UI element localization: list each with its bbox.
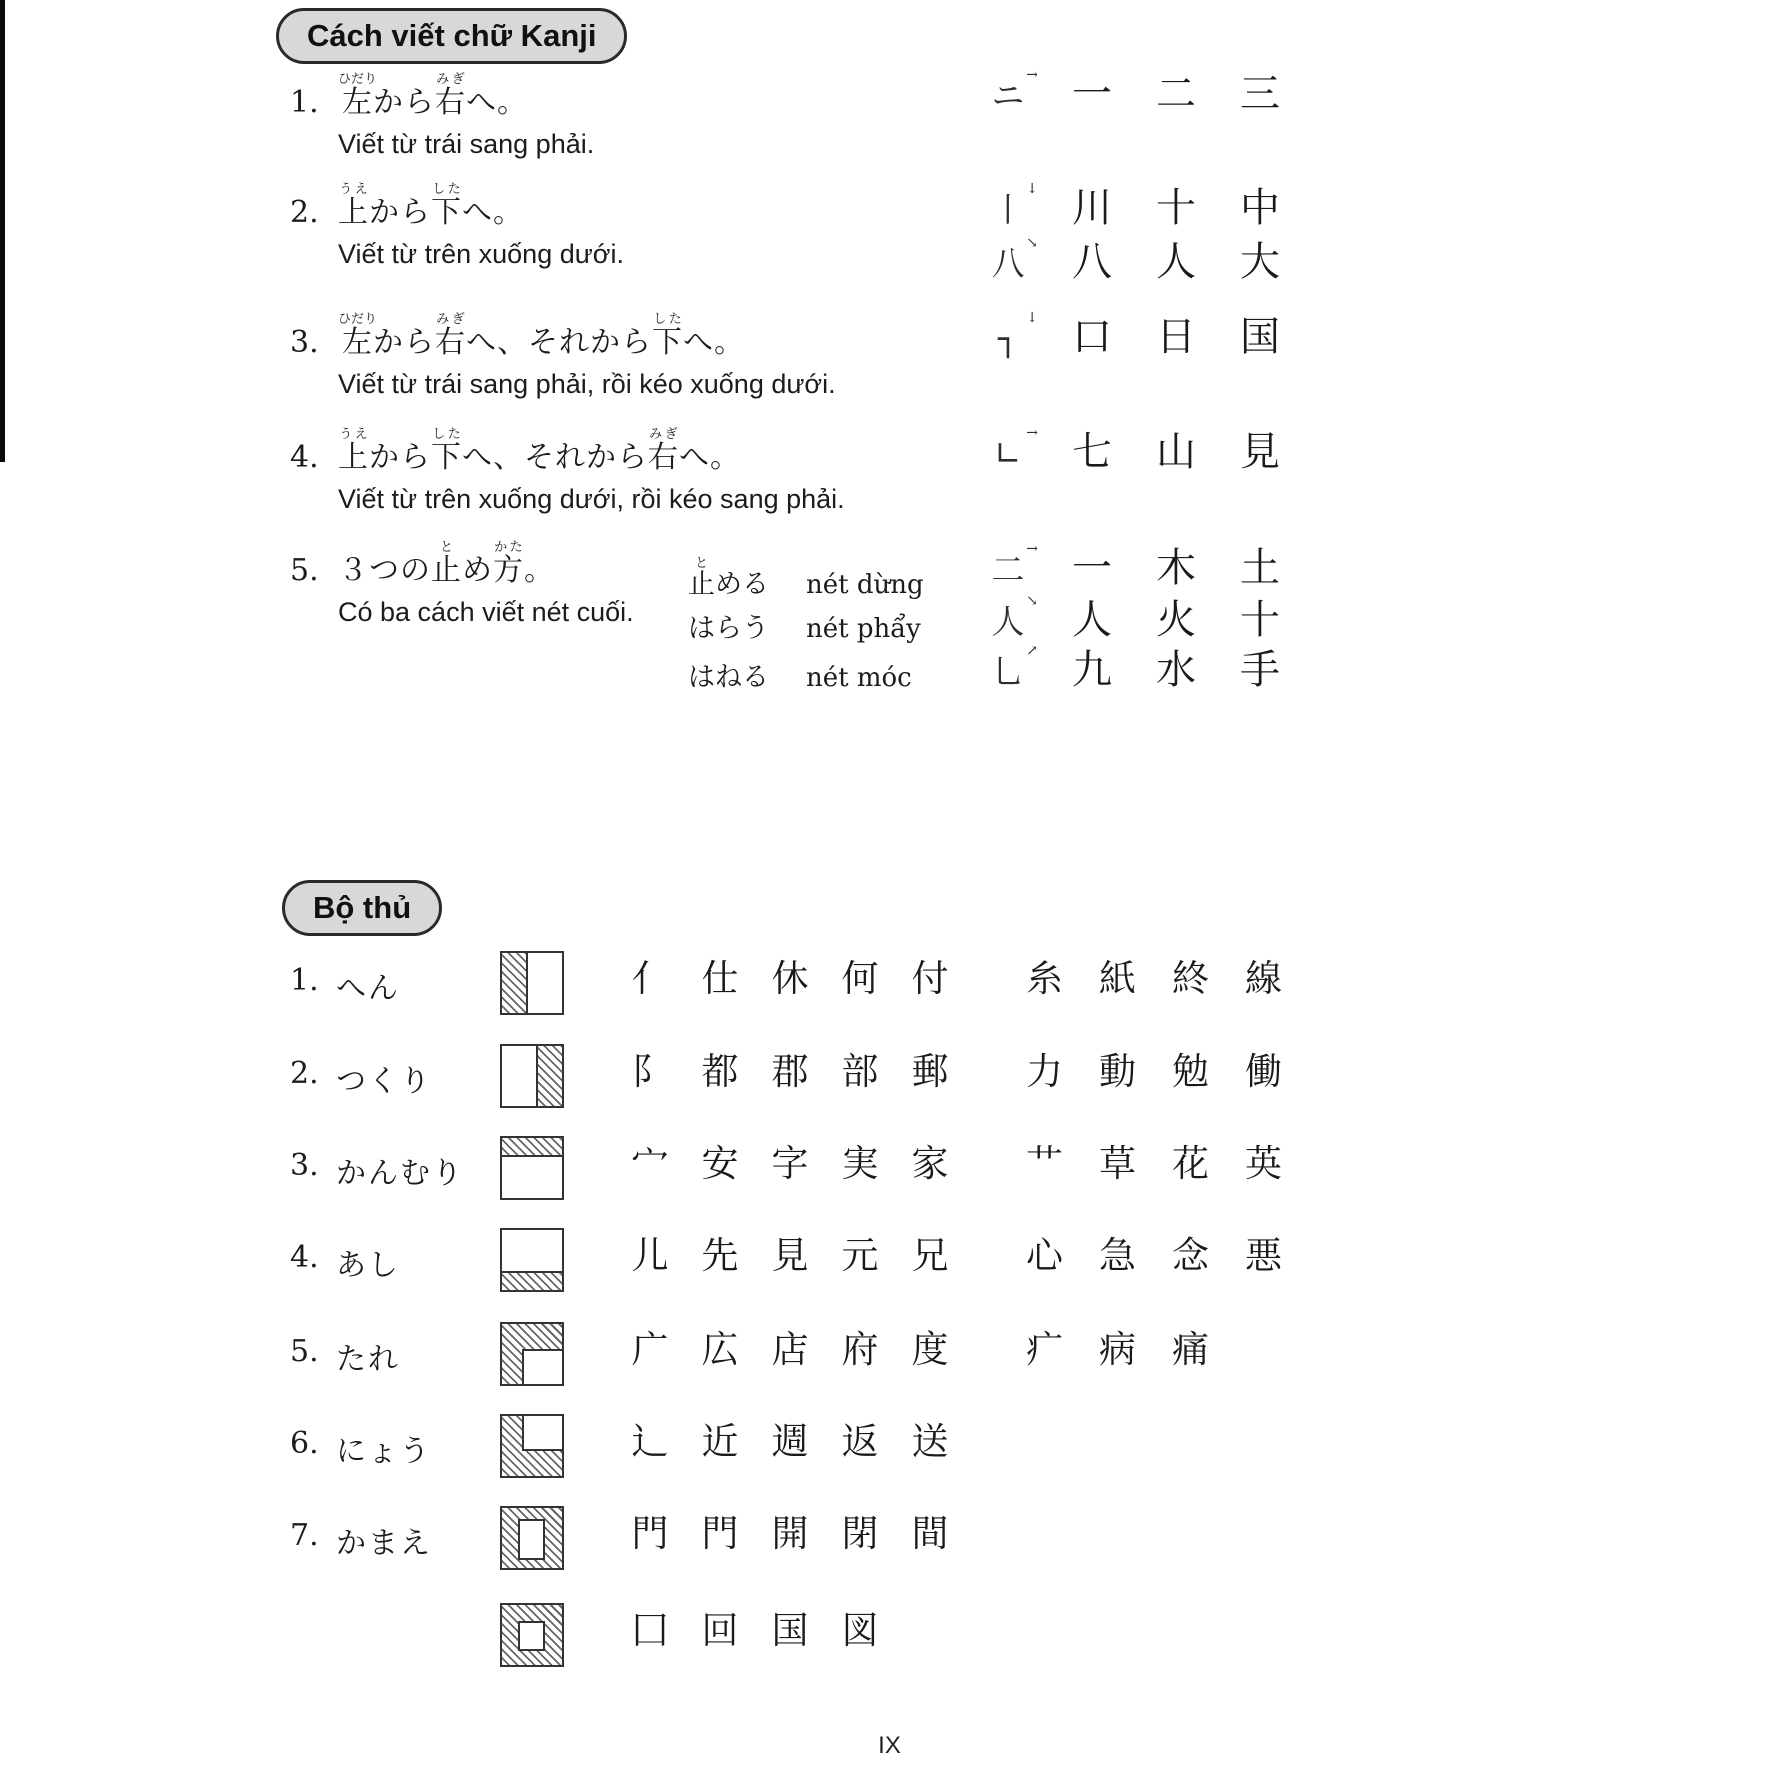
kanji-example: 艹 xyxy=(1026,1142,1063,1185)
kanji-example: 十 xyxy=(1156,185,1196,231)
stroke-ending-jp: 止とめる xyxy=(688,556,769,600)
radical-number: 5. xyxy=(290,1334,319,1369)
radical-row-tare xyxy=(290,1328,1390,1414)
stroke-direction-arrow: → xyxy=(1026,425,1038,441)
kanji-example: 手 xyxy=(1240,647,1280,693)
kanji-example: 店 xyxy=(771,1328,809,1371)
radical-number: 3. xyxy=(290,1148,319,1183)
kanji-example: 辶 xyxy=(631,1420,669,1463)
kanji-example: 十 xyxy=(1240,597,1280,643)
radical-position-diagram xyxy=(500,1603,564,1667)
radical-example-group xyxy=(615,959,965,1000)
example-line xyxy=(966,643,1302,693)
section-title-kanji-writing: Cách viết chữ Kanji xyxy=(276,8,627,64)
radical-example-group xyxy=(615,1514,965,1555)
kanji-example: 急 xyxy=(1099,1234,1136,1277)
kanji-example: 仕 xyxy=(701,957,739,1000)
radical-number: 1. xyxy=(290,963,319,998)
example-line xyxy=(966,67,1302,117)
example-line xyxy=(966,310,1302,360)
kanji-example: 実 xyxy=(841,1142,879,1185)
radical-row-kamae xyxy=(290,1512,1390,1598)
stroke-direction-diagram: 八 ↘ xyxy=(991,235,1038,283)
stroke-direction-diagram: ┐ ↓ xyxy=(998,310,1038,358)
radical-label: あし xyxy=(336,1248,400,1283)
kanji-example: 閉 xyxy=(841,1512,879,1555)
kanji-example: 送 xyxy=(911,1420,949,1463)
kanji-example xyxy=(1227,1330,1300,1371)
stroke-direction-diagram: 乚 ↗ xyxy=(991,643,1038,691)
kanji-example: 元 xyxy=(841,1234,879,1277)
kanji-example: 終 xyxy=(1172,957,1209,1000)
radical-example-group xyxy=(615,1422,965,1463)
kanji-example: 見 xyxy=(771,1234,809,1277)
example-line xyxy=(966,541,1302,591)
kanji-example: 図 xyxy=(841,1609,879,1652)
rule-number: 5. xyxy=(290,553,319,588)
rule-text-vi: Viết từ trên xuống dưới. xyxy=(338,239,625,269)
radical-row-tsukuri xyxy=(290,1050,1390,1136)
radical-row-nyou xyxy=(290,1420,1390,1506)
radical-position-diagram xyxy=(500,1136,564,1200)
kanji-example: 亻 xyxy=(631,957,669,1000)
stroke-direction-arrow: → xyxy=(1026,67,1038,83)
kanji-example: 部 xyxy=(841,1050,879,1093)
kanji-example: 郡 xyxy=(771,1050,809,1093)
radical-label: へん xyxy=(336,971,400,1006)
rule-text-jp: ３つの止とめ方かた。 xyxy=(338,540,555,588)
radical-row-ashi xyxy=(290,1234,1390,1320)
stroke-ending-row xyxy=(688,606,921,645)
kanji-example: 疒 xyxy=(1026,1328,1063,1371)
kanji-example: 一 xyxy=(1072,545,1112,591)
radical-position-diagram xyxy=(500,1228,564,1292)
kanji-example: 付 xyxy=(911,957,949,1000)
radical-example-group xyxy=(1008,1144,1300,1185)
rule-text-jp: 上うえから下したへ、それから右みぎへ。 xyxy=(338,427,741,475)
stroke-direction-diagram: ニ → xyxy=(991,67,1038,115)
rule-text-jp: 左ひだりから右みぎへ。 xyxy=(338,72,528,120)
radical-label: にょう xyxy=(336,1434,432,1469)
kanji-example: 病 xyxy=(1099,1328,1136,1371)
stroke-direction-diagram: 丨 ↓ xyxy=(991,181,1038,229)
rule-text-vi: Viết từ trái sang phải. xyxy=(338,129,595,159)
kanji-example: 广 xyxy=(631,1328,669,1371)
scan-artifact-bar xyxy=(0,0,5,462)
rule-3 xyxy=(290,312,950,400)
kanji-example: 近 xyxy=(701,1420,739,1463)
rule-4 xyxy=(290,427,950,515)
radical-position-diagram xyxy=(500,1044,564,1108)
kanji-example: 勉 xyxy=(1172,1050,1209,1093)
kanji-example: 中 xyxy=(1240,185,1280,231)
kanji-example: 間 xyxy=(911,1512,949,1555)
stroke-direction-diagram: ∟ → xyxy=(994,425,1038,473)
kanji-example: 日 xyxy=(1156,314,1196,360)
kanji-example: 何 xyxy=(841,957,879,1000)
kanji-example: 山 xyxy=(1156,429,1196,475)
kanji-example: 字 xyxy=(771,1142,809,1185)
kanji-example: 郵 xyxy=(911,1050,949,1093)
kanji-example: 痛 xyxy=(1172,1328,1209,1371)
kanji-example: 土 xyxy=(1240,545,1280,591)
kanji-example: 働 xyxy=(1245,1050,1282,1093)
rule-1 xyxy=(290,72,950,160)
kanji-example: 回 xyxy=(701,1609,739,1652)
kanji-example: 口 xyxy=(1072,314,1112,360)
kanji-example: 国 xyxy=(1240,314,1280,360)
kanji-example: 家 xyxy=(911,1142,949,1185)
kanji-example: 心 xyxy=(1026,1234,1063,1277)
kanji-example: 木 xyxy=(1156,545,1196,591)
kanji-example: 二 xyxy=(1156,71,1196,117)
kanji-example: 念 xyxy=(1172,1234,1209,1277)
radical-number: 4. xyxy=(290,1240,319,1275)
kanji-example: 糸 xyxy=(1026,957,1063,1000)
stroke-direction-diagram: 二 → xyxy=(991,541,1038,589)
rule-text-vi: Viết từ trái sang phải, rồi kéo xuống dưới. xyxy=(338,369,836,399)
kanji-example: 返 xyxy=(841,1420,879,1463)
kanji-example: 宀 xyxy=(631,1142,669,1185)
radical-position-diagram xyxy=(500,1322,564,1386)
rule-2 xyxy=(290,182,950,270)
kanji-example: 大 xyxy=(1240,239,1280,285)
stroke-direction-arrow: ↓ xyxy=(1026,310,1038,326)
stroke-ending-vi: nét phẩy xyxy=(806,614,921,644)
stroke-ending-jp: はねる xyxy=(688,662,769,693)
radical-example-group xyxy=(1008,1052,1300,1093)
stroke-ending-jp: はらう xyxy=(688,613,769,644)
radical-row-hen xyxy=(290,957,1390,1043)
kanji-example: 門 xyxy=(631,1512,669,1555)
stroke-direction-arrow: ↓ xyxy=(1026,181,1038,197)
kanji-example: 広 xyxy=(701,1328,739,1371)
rule-number: 4. xyxy=(290,440,319,475)
radical-row-kanmuri xyxy=(290,1142,1390,1228)
radical-position-diagram xyxy=(500,1414,564,1478)
example-line xyxy=(966,181,1302,231)
rule-text-jp: 上うえから下したへ。 xyxy=(338,182,524,230)
radical-label: つくり xyxy=(336,1064,432,1099)
kanji-example: 七 xyxy=(1072,429,1112,475)
stroke-direction-arrow: ↗ xyxy=(1026,643,1038,659)
example-line xyxy=(966,593,1302,643)
rule-number: 2. xyxy=(290,195,319,230)
radical-position-diagram xyxy=(500,1506,564,1570)
stroke-ending-vi: nét móc xyxy=(806,663,912,693)
stroke-direction-arrow: ↘ xyxy=(1026,235,1038,251)
radical-number: 6. xyxy=(290,1426,319,1461)
kanji-example: 見 xyxy=(1240,429,1280,475)
radical-example-group xyxy=(615,1052,965,1093)
kanji-example: 先 xyxy=(701,1234,739,1277)
rule-number: 1. xyxy=(290,85,319,120)
kanji-example: 週 xyxy=(771,1420,809,1463)
radical-example-group xyxy=(1008,1236,1300,1277)
radical-number: 7. xyxy=(290,1518,319,1553)
example-line xyxy=(966,425,1302,475)
radical-example-group xyxy=(615,1236,965,1277)
radical-label: かまえ xyxy=(336,1526,432,1561)
kanji-example: 人 xyxy=(1072,597,1112,643)
kanji-example: 力 xyxy=(1026,1050,1063,1093)
kanji-example: 兄 xyxy=(911,1234,949,1277)
kanji-example: 八 xyxy=(1072,239,1112,285)
kanji-example: 安 xyxy=(701,1142,739,1185)
kanji-example: 花 xyxy=(1172,1142,1209,1185)
radical-example-group xyxy=(1008,1330,1300,1371)
stroke-direction-diagram: 人 ↘ xyxy=(991,593,1038,641)
rule-text-vi: Viết từ trên xuống dưới, rồi kéo sang phải. xyxy=(338,484,845,514)
kanji-example: 水 xyxy=(1156,647,1196,693)
stroke-direction-arrow: → xyxy=(1026,541,1038,557)
kanji-example: 悪 xyxy=(1245,1234,1282,1277)
kanji-example: 人 xyxy=(1156,239,1196,285)
rule-number: 3. xyxy=(290,325,319,360)
kanji-example: 線 xyxy=(1245,957,1282,1000)
kanji-example: 儿 xyxy=(631,1234,669,1277)
radical-example-group xyxy=(615,1330,965,1371)
kanji-example: 英 xyxy=(1245,1142,1282,1185)
radical-label: たれ xyxy=(336,1342,400,1377)
radical-example-group xyxy=(1008,959,1300,1000)
rule-text-vi: Có ba cách viết nét cuối. xyxy=(338,597,634,627)
radical-row-kunigamae xyxy=(290,1609,1390,1695)
page-number: IX xyxy=(878,1732,901,1759)
kanji-example: 囗 xyxy=(631,1609,669,1652)
kanji-example: 三 xyxy=(1240,71,1280,117)
kanji-example: 火 xyxy=(1156,597,1196,643)
kanji-example: 門 xyxy=(701,1512,739,1555)
kanji-example: 紙 xyxy=(1099,957,1136,1000)
stroke-ending-row xyxy=(688,556,924,601)
kanji-example: 都 xyxy=(701,1050,739,1093)
kanji-example: 阝 xyxy=(631,1050,669,1093)
radical-label: かんむり xyxy=(336,1156,464,1191)
kanji-example: 府 xyxy=(841,1328,879,1371)
kanji-example: 国 xyxy=(771,1609,809,1652)
kanji-example: 九 xyxy=(1072,647,1112,693)
rule-text-jp: 左ひだりから右みぎへ、それから下したへ。 xyxy=(338,312,745,360)
radical-position-diagram xyxy=(500,951,564,1015)
stroke-ending-row xyxy=(688,655,912,694)
kanji-example: 度 xyxy=(911,1328,949,1371)
stroke-direction-arrow: ↘ xyxy=(1026,593,1038,609)
section-title-radicals: Bộ thủ xyxy=(282,880,442,936)
kanji-example: 休 xyxy=(771,957,809,1000)
kanji-example: 一 xyxy=(1072,71,1112,117)
kanji-example: 動 xyxy=(1099,1050,1136,1093)
radical-example-group xyxy=(615,1611,895,1652)
radical-example-group xyxy=(615,1144,965,1185)
stroke-ending-vi: nét dừng xyxy=(806,570,924,600)
radical-number: 2. xyxy=(290,1056,319,1091)
kanji-example: 川 xyxy=(1072,185,1112,231)
example-line xyxy=(966,235,1302,285)
kanji-example: 開 xyxy=(771,1512,809,1555)
kanji-example: 草 xyxy=(1099,1142,1136,1185)
